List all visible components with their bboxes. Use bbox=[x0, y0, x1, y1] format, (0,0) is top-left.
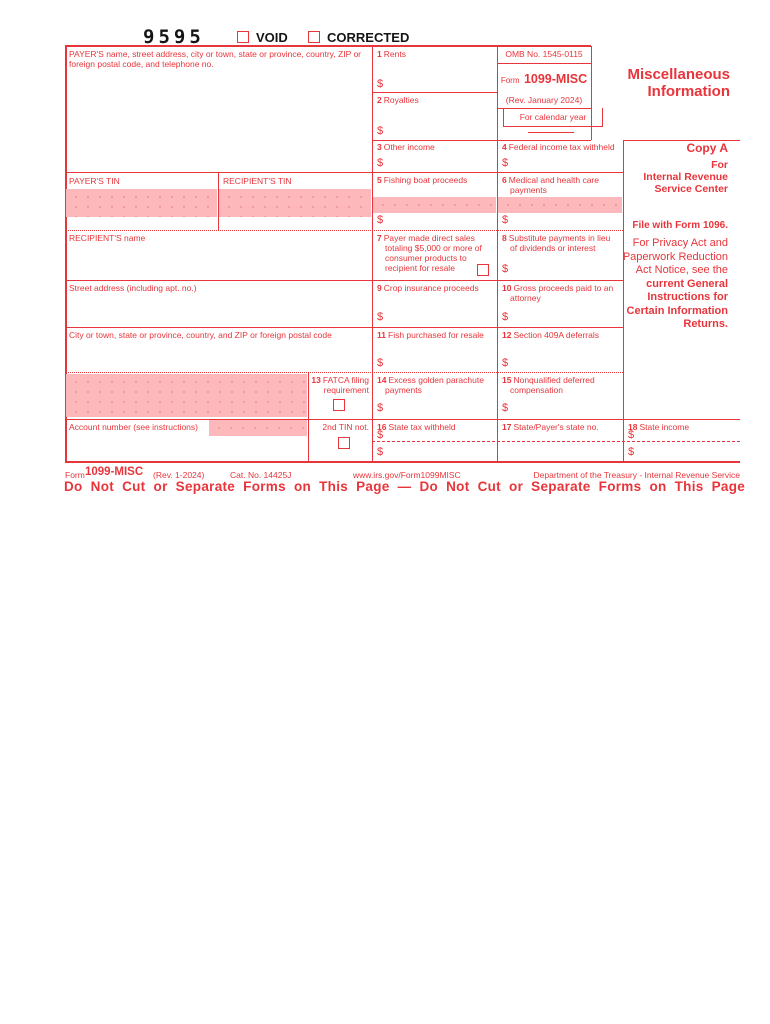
divider-row-172 bbox=[65, 172, 623, 173]
box6-label: 6 Medical and health care payments bbox=[502, 175, 599, 195]
box8-label: 8 Substitute payments in lieu of dividends or interest bbox=[502, 233, 611, 253]
divider-omb-no bbox=[497, 63, 591, 64]
box12-label: 12 Section 409A deferrals bbox=[502, 330, 599, 340]
box2-label: 2 Royalties bbox=[377, 95, 419, 105]
box16-dollar-1: $ bbox=[377, 429, 384, 441]
omb-form-word: Form bbox=[500, 76, 520, 85]
box18-dollar-1: $ bbox=[628, 429, 635, 441]
calendar-year-blank[interactable] bbox=[528, 132, 574, 133]
corrected-label: CORRECTED bbox=[327, 30, 410, 45]
payer-tin-entry[interactable] bbox=[66, 189, 217, 217]
omb-calendar-year: For calendar year bbox=[519, 112, 587, 122]
box10-dollar: $ bbox=[502, 311, 509, 323]
void-label: VOID bbox=[256, 30, 288, 45]
omb-number: OMB No. 1545-0115 bbox=[505, 49, 583, 59]
account-number-entry[interactable] bbox=[209, 420, 307, 436]
box16-dollar-2: $ bbox=[377, 446, 384, 458]
divider-row-419 bbox=[65, 419, 740, 420]
second-tin-checkbox[interactable] bbox=[338, 437, 350, 449]
box11-label: 11 Fish purchased for resale bbox=[377, 330, 484, 340]
recipient-tin-entry[interactable] bbox=[219, 189, 371, 217]
shaded-entry-block[interactable] bbox=[66, 374, 307, 417]
box4-dollar: $ bbox=[502, 157, 509, 169]
box15-dollar: $ bbox=[502, 402, 509, 414]
divider-state-dashed bbox=[372, 441, 740, 442]
divider-row-372 bbox=[65, 372, 623, 373]
copy-a-title: Copy A bbox=[686, 141, 728, 155]
box5-label: 5 Fishing boat proceeds bbox=[377, 175, 468, 185]
recipient-tin-label: RECIPIENT'S TIN bbox=[223, 176, 292, 186]
footer-revision: (Rev. 1-2024) bbox=[153, 470, 205, 480]
box3-label: 3 Other income bbox=[377, 142, 435, 152]
corrected-checkbox[interactable] bbox=[308, 31, 320, 43]
box10-label: 10 Gross proceeds paid to an attorney bbox=[502, 283, 614, 303]
do-not-cut-notice: Do Not Cut or Separate Forms on This Page — Do Not Cut or Separate Forms on This Page bbox=[64, 479, 746, 494]
form-title-line2: Information bbox=[647, 83, 730, 100]
form-title bbox=[595, 66, 730, 100]
box5-entry[interactable] bbox=[373, 197, 496, 213]
box1-dollar: $ bbox=[377, 78, 384, 90]
privacy-notice-plain: For Privacy Act and Paperwork Reduction Act Notice, see the bbox=[622, 237, 728, 276]
payer-name-label: PAYER'S name, street address, city or town, state or province, country, ZIP or foreign postal code, and telephone no. bbox=[69, 49, 362, 69]
box16-label: 16 State tax withheld bbox=[377, 422, 456, 432]
divider-box1-box2 bbox=[372, 92, 497, 93]
box7-label: 7 Payer made direct sales totaling $5,000 or more of consumer products to recipient for resale bbox=[377, 233, 482, 273]
box4-label: 4 Federal income tax withheld bbox=[502, 142, 615, 152]
footer-cat-no: Cat. No. 14425J bbox=[230, 470, 292, 480]
omb-form-number: 1099-MISC bbox=[523, 72, 588, 86]
payer-tin-label: PAYER'S TIN bbox=[69, 176, 120, 186]
omb-form-line bbox=[497, 70, 591, 88]
privacy-notice-bold: current General Instructions for Certain Information Returns. bbox=[626, 277, 728, 330]
city-label: City or town, state or province, country, and ZIP or foreign postal code bbox=[69, 330, 332, 340]
divider-row-280 bbox=[65, 280, 623, 281]
footer-department: Department of the Treasury - Internal Revenue Service bbox=[533, 470, 740, 480]
privacy-notice bbox=[622, 237, 728, 332]
box11-dollar: $ bbox=[377, 357, 384, 369]
box5-dollar: $ bbox=[377, 214, 384, 226]
divider-row-230 bbox=[65, 230, 623, 231]
box7-resale-checkbox[interactable] bbox=[477, 264, 489, 276]
box17-label: 17 State/Payer's state no. bbox=[502, 422, 599, 432]
scan-code: 9595 bbox=[143, 26, 205, 48]
box15-label: 15 Nonqualified deferred compensation bbox=[502, 375, 595, 395]
box6-entry[interactable] bbox=[498, 197, 622, 213]
footer-url: www.irs.gov/Form1099MISC bbox=[353, 470, 461, 480]
divider-row-327 bbox=[65, 327, 623, 328]
divider-row-140-left bbox=[372, 140, 591, 141]
border-top bbox=[65, 45, 591, 47]
footer-form-number: 1099-MISC bbox=[85, 466, 144, 478]
file-with-1096: File with Form 1096. bbox=[632, 220, 728, 231]
box9-dollar: $ bbox=[377, 311, 384, 323]
void-checkbox[interactable] bbox=[237, 31, 249, 43]
box18-label: 18 State income bbox=[628, 422, 690, 432]
second-tin-label: 2nd TIN not. bbox=[322, 422, 369, 432]
copy-a-for: For bbox=[711, 159, 728, 171]
form-title-line1: Miscellaneous bbox=[627, 66, 730, 83]
divider-vertical-box13 bbox=[308, 372, 309, 462]
footer-form-word: Form bbox=[65, 470, 85, 480]
box1-label: 1 Rents bbox=[377, 49, 406, 59]
omb-revision: (Rev. January 2024) bbox=[505, 95, 583, 105]
street-address-label: Street address (including apt. no.) bbox=[69, 283, 197, 293]
copy-a-irs1: Internal Revenue bbox=[643, 171, 728, 183]
box2-dollar: $ bbox=[377, 125, 384, 137]
divider-vertical-amounts bbox=[372, 46, 373, 462]
box13-label: 13 FATCA filing requirement bbox=[311, 375, 369, 395]
box9-label: 9 Crop insurance proceeds bbox=[377, 283, 479, 293]
box12-dollar: $ bbox=[502, 357, 509, 369]
copy-a-irs2: Service Center bbox=[654, 183, 728, 195]
box3-dollar: $ bbox=[377, 157, 384, 169]
box14-label: 14 Excess golden parachute payments bbox=[377, 375, 484, 395]
box6-dollar: $ bbox=[502, 214, 509, 226]
recipient-name-label: RECIPIENT'S name bbox=[69, 233, 146, 243]
border-bottom bbox=[65, 461, 740, 463]
box8-dollar: $ bbox=[502, 263, 509, 275]
box13-fatca-checkbox[interactable] bbox=[333, 399, 345, 411]
account-number-label: Account number (see instructions) bbox=[69, 422, 198, 432]
box18-dollar-2: $ bbox=[628, 446, 635, 458]
box14-dollar: $ bbox=[377, 402, 384, 414]
